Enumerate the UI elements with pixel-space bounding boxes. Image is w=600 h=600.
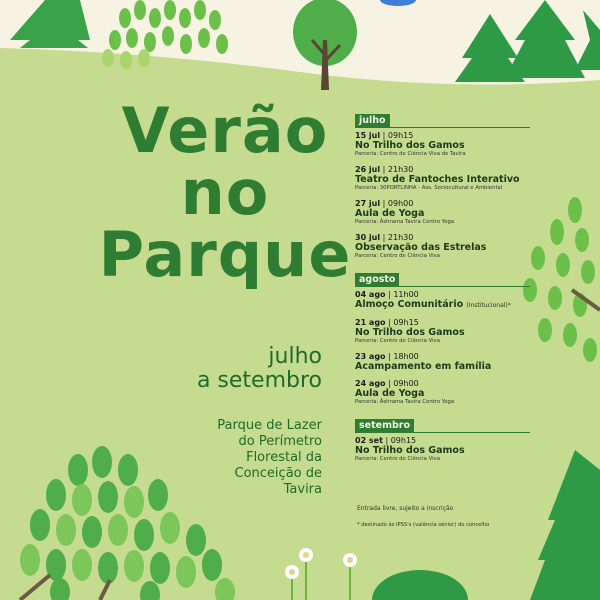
event-time: 09h15 <box>390 436 417 445</box>
event-time: 09h00 <box>387 199 414 208</box>
event-time: 11h00 <box>393 290 419 299</box>
venue-line: Florestal da <box>246 450 322 465</box>
event-partner: Parceria: Âshrama Tavira Centro Yoga <box>355 399 455 405</box>
event-name: No Trilho dos Gamos <box>355 140 465 151</box>
event-name: Aula de Yoga <box>355 388 425 399</box>
event-name: Almoço Comunitário <box>355 299 464 310</box>
event-partner: Parceria: Centro de Ciência Viva <box>355 456 440 462</box>
event-item: 24 ago | 09h00 Aula de Yoga Parceria: Âshrama Tavira Centro Yoga <box>355 379 530 406</box>
event-item: 21 ago | 09h15 No Trilho dos Gamos Parceria: Centro de Ciência Viva <box>355 318 530 345</box>
entry-note: Entrada livre, sujeito a inscrição <box>357 505 454 512</box>
venue <box>180 418 322 498</box>
event-item: 27 jul | 09h00 Aula de Yoga Parceria: Âshrama Tavira Centro Yoga <box>355 199 530 226</box>
title-line: no <box>180 156 270 229</box>
venue-line: Parque de Lazer <box>217 418 322 433</box>
poster-title <box>95 94 355 291</box>
title-line: Parque <box>98 218 352 291</box>
event-partner: Parceria: Centro de Ciência Viva <box>355 253 440 259</box>
date-range-line: a setembro <box>196 368 322 393</box>
event-date: 02 set <box>355 436 383 445</box>
month-label: agosto <box>355 273 399 286</box>
event-date: 21 ago <box>355 318 386 327</box>
event-time: 09h15 <box>387 131 414 140</box>
event-item: 30 jul | 21h30 Observação das Estrelas Parceria: Centro de Ciência Viva <box>355 233 530 260</box>
event-name: No Trilho dos Gamos <box>355 327 465 338</box>
venue-line: Conceição de <box>234 466 322 481</box>
event-item: 04 ago | 11h00 Almoço Comunitário (Institucional)* <box>355 290 511 310</box>
event-time: 21h30 <box>387 233 414 242</box>
event-date: 26 jul <box>355 165 381 174</box>
event-item: 26 jul | 21h30 Teatro de Fantoches Interativo Parceria: 30PORTLINHA - Ass. Sociocultural e Ambiental <box>355 165 530 192</box>
event-time: 09h00 <box>393 379 419 388</box>
event-partner: Parceria: Âshrama Tavira Centro Yoga <box>355 219 455 225</box>
event-date: 30 jul <box>355 233 381 242</box>
pine-tree-icon <box>10 0 90 48</box>
event-time: 18h00 <box>393 352 419 361</box>
event-name: Aula de Yoga <box>355 208 425 219</box>
event-note: (Institucional)* <box>466 302 511 309</box>
event-name: Observação das Estrelas <box>355 242 487 253</box>
venue-line: Tavira <box>283 482 322 497</box>
pine-tree-icon <box>455 0 600 82</box>
event-date: 24 ago <box>355 379 386 388</box>
event-date: 15 jul <box>355 131 381 140</box>
cloud-icon <box>380 0 416 6</box>
venue-line: do Perímetro <box>238 434 322 449</box>
divider <box>355 127 530 128</box>
event-item: 15 jul | 09h15 No Trilho dos Gamos Parceria: Centro de Ciência Viva de Tavira <box>355 131 530 158</box>
event-partner: Parceria: 30PORTLINHA - Ass. Sociocultural e Ambiental <box>355 185 503 191</box>
event-time: 09h15 <box>393 318 419 327</box>
event-item: 02 set | 09h15 No Trilho dos Gamos Parceria: Centro de Ciência Viva <box>355 436 530 463</box>
event-partner: Parceria: Centro de Ciência Viva de Tavira <box>355 151 466 157</box>
divider <box>355 432 530 433</box>
event-partner: Parceria: Centro de Ciência Viva <box>355 338 440 344</box>
schedule <box>355 108 530 470</box>
date-range-line: julho <box>268 344 322 369</box>
event-name: Acampamento em família <box>355 361 492 372</box>
month-label: setembro <box>355 419 414 432</box>
month-label: julho <box>355 114 390 127</box>
date-range <box>150 345 322 393</box>
footnote: * destinado às IPSS's (valência sénior) do concelho <box>357 522 490 528</box>
event-name: Teatro de Fantoches Interativo <box>355 174 520 185</box>
event-name: No Trilho dos Gamos <box>355 445 465 456</box>
divider <box>355 286 530 287</box>
event-date: 27 jul <box>355 199 381 208</box>
event-item: 23 ago | 18h00 Acampamento em família <box>355 352 530 372</box>
event-time: 21h30 <box>387 165 414 174</box>
title-line: Verão <box>121 94 329 167</box>
event-date: 04 ago <box>355 290 386 299</box>
event-date: 23 ago <box>355 352 386 361</box>
